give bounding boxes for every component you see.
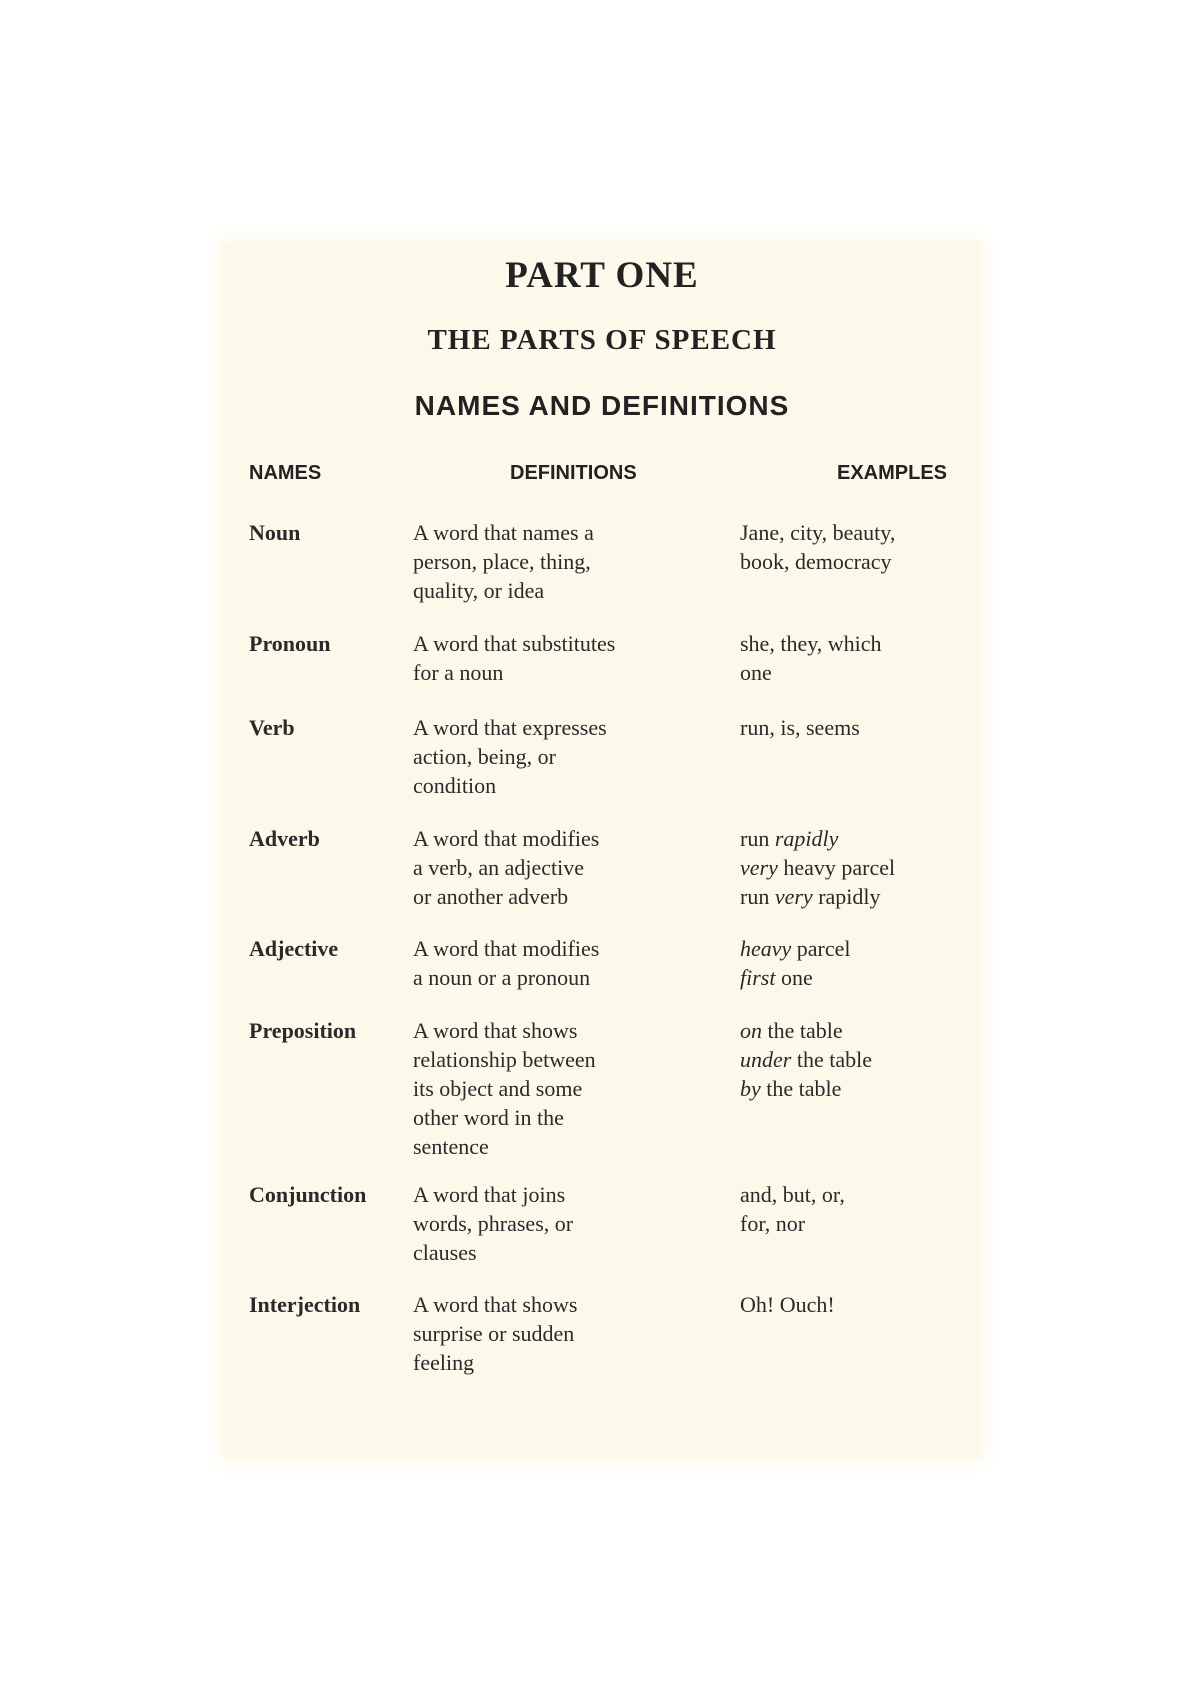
example-text: parcel — [791, 936, 851, 961]
example-line — [740, 1045, 980, 1074]
part-of-speech-definition: A word that modifies a verb, an adjective or another adverb — [413, 826, 600, 909]
example-line — [740, 1016, 980, 1045]
part-of-speech-definition: A word that modifies a noun or a pronoun — [413, 936, 600, 990]
example-text: and, but, or, — [740, 1182, 845, 1207]
part-of-speech-examples — [740, 1016, 980, 1103]
example-text: one — [740, 660, 772, 685]
subsection-title: NAMES AND DEFINITIONS — [414, 390, 790, 421]
column-header-definitions: DEFINITIONS — [510, 462, 637, 484]
example-line — [740, 1074, 980, 1103]
part-of-speech-definition: A word that names a person, place, thing, quality, or idea — [413, 520, 594, 603]
part-of-speech-name: Conjunction — [249, 1182, 367, 1207]
example-text: run — [740, 884, 775, 909]
example-line — [740, 518, 980, 547]
example-text: run, is, seems — [740, 715, 860, 740]
part-of-speech-definition: A word that joins words, phrases, or clauses — [413, 1182, 574, 1265]
part-of-speech-definition: A word that expresses action, being, or condition — [413, 715, 607, 798]
example-italic-word: very — [774, 884, 813, 909]
column-header-names: NAMES — [249, 462, 322, 484]
example-text: book, democracy — [740, 549, 892, 574]
example-line — [740, 547, 980, 576]
part-of-speech-examples — [740, 1290, 980, 1319]
part-of-speech-definition: A word that shows relationship between its object and some other word in the sentence — [413, 1018, 596, 1159]
part-of-speech-name: Noun — [249, 520, 301, 545]
part-title: PART ONE — [505, 255, 699, 296]
example-text: she, they, which — [740, 631, 882, 656]
part-of-speech-name: Adjective — [249, 936, 339, 961]
example-italic-word: on — [740, 1018, 762, 1043]
part-of-speech-examples — [740, 713, 980, 742]
part-of-speech-name: Interjection — [249, 1292, 361, 1317]
part-of-speech-examples — [740, 1180, 980, 1238]
example-line — [740, 824, 980, 853]
example-line — [740, 853, 980, 882]
part-of-speech-definition: A word that substitutes for a noun — [413, 631, 616, 685]
example-text: the table — [762, 1018, 843, 1043]
section-title: THE PARTS OF SPEECH — [427, 324, 777, 356]
example-italic-word: first — [740, 965, 776, 990]
example-line — [740, 713, 980, 742]
example-line — [740, 963, 980, 992]
example-text: Oh! Ouch! — [740, 1292, 835, 1317]
example-line — [740, 1209, 980, 1238]
part-of-speech-definition: A word that shows surprise or sudden feeling — [413, 1292, 578, 1375]
part-of-speech-name: Pronoun — [249, 631, 331, 656]
part-of-speech-name: Verb — [249, 715, 295, 740]
example-text: the table — [791, 1047, 872, 1072]
example-text: one — [775, 965, 813, 990]
example-line — [740, 1290, 980, 1319]
example-italic-word: by — [740, 1076, 761, 1101]
example-line — [740, 934, 980, 963]
example-line — [740, 658, 980, 687]
example-text: for, nor — [740, 1211, 806, 1236]
part-of-speech-examples — [740, 934, 980, 992]
example-line — [740, 1180, 980, 1209]
book-page — [223, 242, 981, 1458]
example-italic-word: rapidly — [774, 826, 839, 851]
part-of-speech-name: Preposition — [249, 1018, 357, 1043]
column-header-examples: EXAMPLES — [837, 462, 948, 484]
example-italic-word: heavy — [740, 936, 792, 961]
example-italic-word: very — [740, 855, 778, 880]
example-text: the table — [760, 1076, 842, 1101]
part-of-speech-examples — [740, 824, 980, 911]
example-line — [740, 629, 980, 658]
example-text: Jane, city, beauty, — [740, 520, 896, 545]
example-text: heavy parcel — [777, 855, 896, 880]
example-italic-word: under — [740, 1047, 792, 1072]
example-text: rapidly — [812, 884, 881, 909]
example-text: run — [740, 826, 775, 851]
part-of-speech-examples — [740, 518, 980, 576]
part-of-speech-name: Adverb — [249, 826, 320, 851]
part-of-speech-examples — [740, 629, 980, 687]
example-line — [740, 882, 980, 911]
